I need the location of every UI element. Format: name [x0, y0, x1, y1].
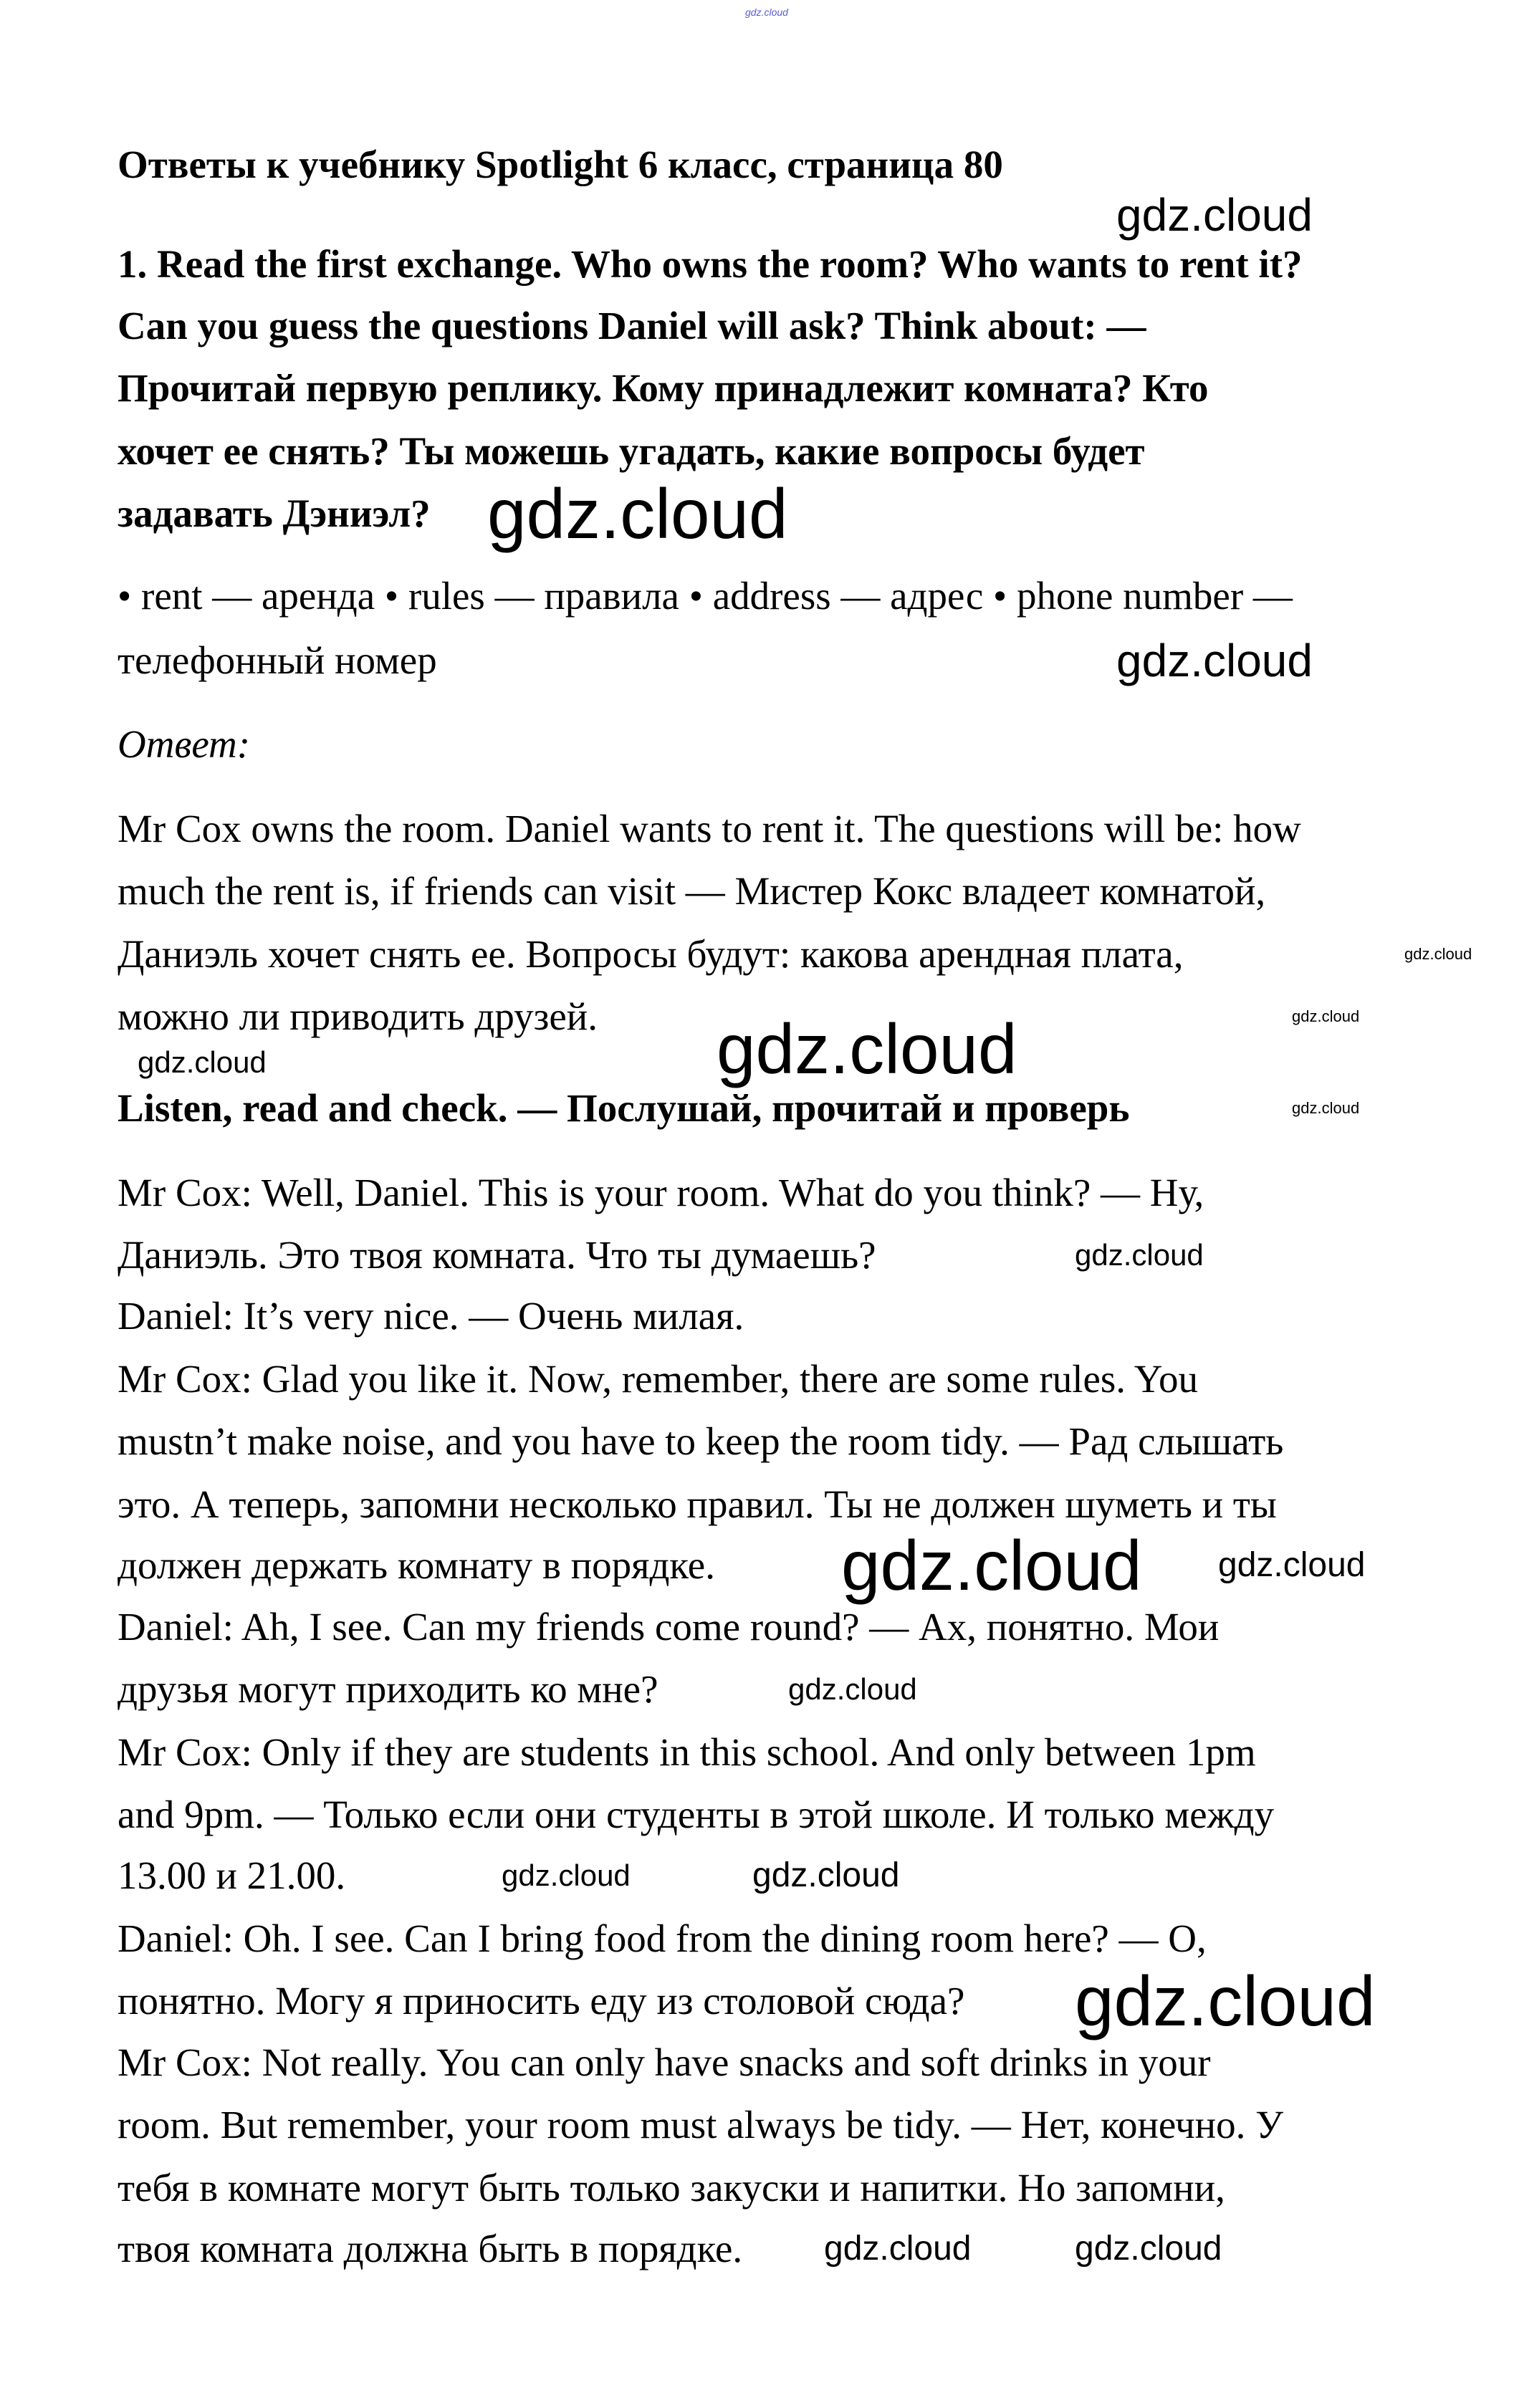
dialogue-line: тебя в комнате могут быть только закуски и напитки. Но запомни,: [118, 2166, 1225, 2210]
watermark: gdz.cloud: [717, 1009, 1017, 1088]
dialogue-line: друзья могут приходить ко мне?: [118, 1667, 658, 1711]
watermark: gdz.cloud: [1404, 945, 1472, 963]
dialogue-line: Даниэль. Это твоя комната. Что ты думаешь?: [118, 1233, 876, 1277]
watermark: gdz.cloud: [841, 1526, 1142, 1605]
dialogue-line: Mr Cox: Only if they are students in this school. And only between 1pm: [118, 1730, 1256, 1774]
answer-line: Даниэль хочет снять ее. Вопросы будут: какова арендная плата,: [118, 932, 1184, 976]
dialogue-line: твоя комната должна быть в порядке.: [118, 2227, 743, 2270]
watermark: gdz.cloud: [1292, 1099, 1360, 1117]
watermark: gdz.cloud: [788, 1672, 917, 1706]
task-line: задавать Дэниэл?: [118, 491, 431, 535]
dialogue-line: Mr Cox: Glad you like it. Now, remember, there are some rules. You: [118, 1357, 1198, 1401]
top-watermark: gdz.cloud: [745, 6, 788, 18]
dialogue-line: Mr Cox: Well, Daniel. This is your room. What do you think? — Ну,: [118, 1171, 1204, 1214]
vocab-line: • rent — аренда • rules — правила • address — адрес • phone number —: [118, 574, 1293, 618]
task-line: 1. Read the first exchange. Who owns the room? Who wants to rent it?: [118, 242, 1303, 286]
dialogue-line: Mr Cox: Not really. You can only have snacks and soft drinks in your: [118, 2040, 1211, 2084]
dialogue-line: and 9pm. — Только если они студенты в этой школе. И только между: [118, 1793, 1275, 1836]
watermark: gdz.cloud: [1218, 1546, 1366, 1584]
page-title: Ответы к учебнику Spotlight 6 класс, страница 80: [118, 143, 1003, 186]
dialogue-line: должен держать комнату в порядке.: [118, 1543, 715, 1587]
dialogue-line: 13.00 и 21.00.: [118, 1853, 346, 1897]
watermark: gdz.cloud: [1116, 189, 1313, 241]
dialogue-line: Daniel: Ah, I see. Can my friends come round? — Ах, понятно. Мои: [118, 1605, 1220, 1649]
watermark: gdz.cloud: [1075, 1962, 1376, 2040]
watermark: gdz.cloud: [1075, 1238, 1204, 1272]
watermark: gdz.cloud: [1075, 2230, 1222, 2268]
answer-line: much the rent is, if friends can visit — Мистер Кокс владеет комнатой,: [118, 869, 1266, 913]
task-line: Can you guess the questions Daniel will ask? Think about: —: [118, 304, 1146, 347]
watermark: gdz.cloud: [502, 1858, 631, 1892]
section-subheading: Listen, read and check. — Послушай, прочитай и проверь: [118, 1086, 1130, 1130]
watermark: gdz.cloud: [824, 2230, 972, 2268]
watermark: gdz.cloud: [1116, 635, 1313, 686]
dialogue-line: room. But remember, your room must always be tidy. — Нет, конечно. У: [118, 2103, 1284, 2146]
watermark: gdz.cloud: [487, 474, 788, 553]
dialogue-line: понятно. Могу я приносить еду из столовой сюда?: [118, 1979, 965, 2023]
dialogue-line: Daniel: Oh. I see. Can I bring food from the dining room here? — О,: [118, 1917, 1207, 1960]
answer-line: Mr Cox owns the room. Daniel wants to rent it. The questions will be: how: [118, 807, 1301, 850]
dialogue-line: Daniel: It’s very nice. — Очень милая.: [118, 1294, 744, 1338]
dialogue-line: mustn’t make noise, and you have to keep the room tidy. — Рад слышать: [118, 1419, 1284, 1463]
dialogue-line: это. А теперь, запомни несколько правил. Ты не должен шуметь и ты: [118, 1482, 1277, 1526]
task-line: хочет ее снять? Ты можешь угадать, какие вопросы будет: [118, 429, 1145, 473]
vocab-line: телефонный номер: [118, 638, 437, 682]
answer-label: Ответ:: [118, 722, 251, 766]
watermark: gdz.cloud: [138, 1045, 267, 1079]
watermark: gdz.cloud: [1292, 1007, 1360, 1025]
answer-line: можно ли приводить друзей.: [118, 994, 598, 1038]
watermark: gdz.cloud: [752, 1856, 900, 1894]
task-line: Прочитай первую реплику. Кому принадлежит комната? Кто: [118, 366, 1209, 410]
